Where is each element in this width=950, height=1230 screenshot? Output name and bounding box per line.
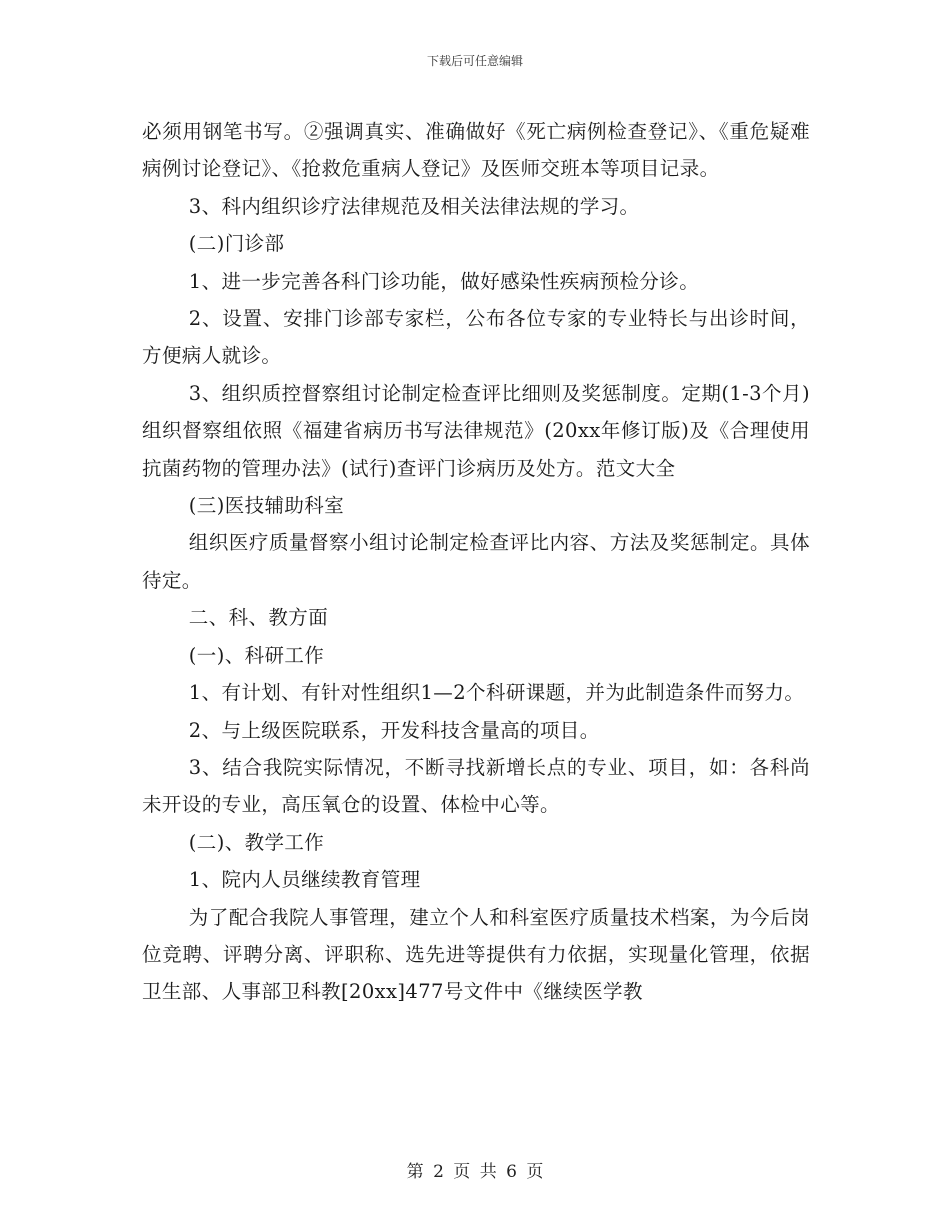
section-heading: (三)医技辅助科室	[188, 494, 345, 518]
paragraph: 3、组织质控督察组讨论制定检查评比细则及奖惩制度。定期(1-3个月)组织督察组依照《福建省病历书写法律规范》(20xx年修订版)及《合理使用抗菌药物的管理办法》(试行)查评门诊病历及处方。范文大全	[142, 381, 810, 480]
page-header: 下载后可任意编辑	[426, 54, 523, 68]
page-number-footer: 第 2 页 共 6 页	[406, 1162, 544, 1182]
section-heading: (二)、教学工作	[188, 830, 325, 854]
paragraph: 3、科内组织诊疗法律规范及相关法律法规的学习。	[188, 194, 640, 218]
paragraph: 为了配合我院人事管理，建立个人和科室医疗质量技术档案，为今后岗位竞聘、评聘分离、评职称、选先进等提供有力依据，实现量化管理，依据卫生部、人事部卫科教[20xx]477号文件中《继续医学教	[142, 905, 810, 1004]
section-heading: (二)门诊部	[188, 232, 285, 256]
section-heading: (一)、科研工作	[188, 643, 325, 667]
paragraph: 2、设置、安排门诊部专家栏，公布各位专家的专业特长与出诊时间，方便病人就诊。	[142, 307, 810, 368]
paragraph: 1、进一步完善各科门诊功能，做好感染性疾病预检分诊。	[188, 269, 700, 293]
paragraph: 组织医疗质量督察小组讨论制定检查评比内容、方法及奖惩制定。具体待定。	[142, 531, 810, 592]
paragraph: 1、有计划、有针对性组织1—2个科研课题，并为此制造条件而努力。	[188, 681, 805, 705]
paragraph: 3、结合我院实际情况，不断寻找新增长点的专业、项目，如：各科尚未开设的专业，高压氧仓的设置、体检中心等。	[142, 755, 810, 817]
paragraph: 2、与上级医院联系，开发科技含量高的项目。	[188, 718, 600, 742]
section-heading: 二、科、教方面	[188, 606, 329, 630]
paragraph: 必须用钢笔书写。②强调真实、准确做好《死亡病例检查登记》、《重危疑难病例讨论登记》、《抢救危重病人登记》及医师交班本等项目记录。	[142, 120, 810, 181]
document-body	[142, 113, 810, 1011]
paragraph: 1、院内人员继续教育管理	[188, 868, 421, 892]
